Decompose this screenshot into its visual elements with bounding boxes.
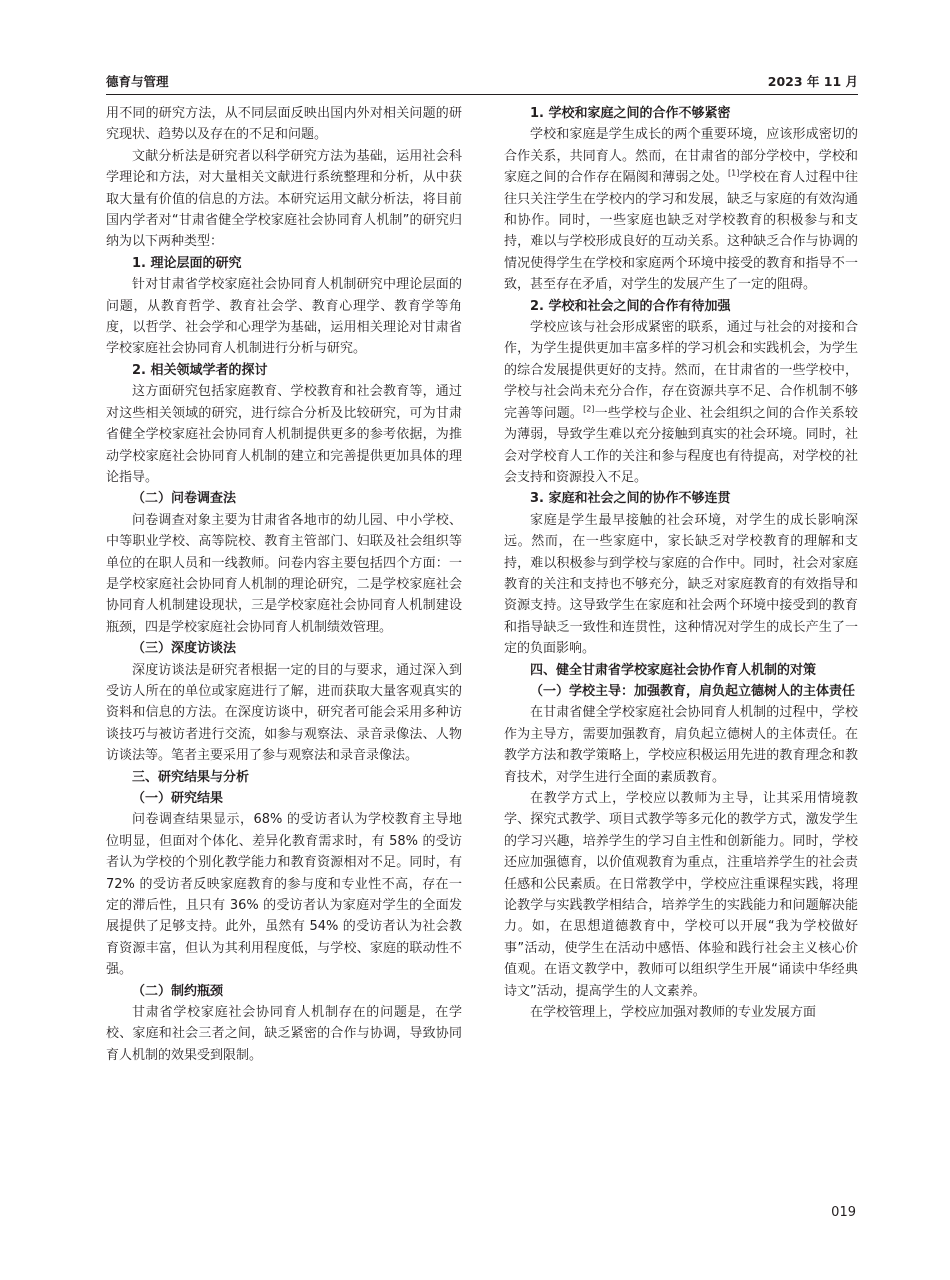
right-column — [504, 103, 858, 1023]
subheading: 2. 学校和社会之间的合作有待加强 — [530, 298, 731, 314]
citation-ref: [2] — [583, 404, 595, 414]
section-heading: （二）问卷调查法 — [132, 491, 237, 507]
paragraph: 用不同的研究方法，从不同层面反映出国内外对相关问题的研究现状、趋势以及存在的不足和问题。 — [106, 106, 462, 143]
running-header — [106, 72, 858, 92]
chapter-heading: 三、研究结果与分析 — [132, 769, 250, 785]
subheading: 2. 相关领域学者的探讨 — [132, 362, 268, 378]
paragraph — [504, 317, 858, 488]
paragraph-text: 学校在育人过程中往往只关注学生在学校内的学习和发展，缺乏与家庭的有效沟通和协作。同时，一些家庭也缺乏对学校教育的积极参与和支持，难以与学校形成良好的互动关系。这种缺乏合作与协调的情况使得学生在学校和家庭两个环境中接受的教育和指导不一致，甚至存在矛盾，对学生的发展产生了一定的阻碍。 — [504, 170, 858, 293]
subheading: 1. 理论层面的研究 — [132, 255, 242, 271]
paragraph: 文献分析法是研究者以科学研究方法为基础，运用社会科学理论和方法，对大量相关文献进行系统整理和分析，从中获取大量有价值的信息的方法。本研究运用文献分析法，将目前国内学者对“甘肃省健全学校家庭社会协同育人机制”的研究归纳为以下两种类型： — [106, 148, 462, 250]
section-heading: （二）制约瓶颈 — [132, 983, 224, 999]
chapter-heading: 四、健全甘肃省学校家庭社会协作育人机制的对策 — [530, 662, 817, 678]
paragraph: 在学校管理上，学校应加强对教师的专业发展方面 — [530, 1005, 817, 1021]
paragraph-text: 学校和家庭是学生成长的两个重要环境，应该形成密切的合作关系，共同育人。然而，在甘肃省的部分学校中，学校和家庭之间的合作存在隔阂和薄弱之处。 — [504, 127, 858, 186]
issue-date: 2023 年 11 月 — [767, 74, 858, 89]
left-column — [106, 103, 462, 1066]
paragraph: 问卷调查结果显示，68% 的受访者认为学校教育主导地位明显，但面对个体化、差异化教育需求时，有 58% 的受访者认为学校的个别化教学能力和教育资源相对不足。同时，有 72% 的受访者反映家庭教育的参与度和专业性不高，存在一定的滞后性，且只有 36% 的受访者认为家庭对学生的全面发展提供了足够支持。此外，虽然有 54% 的受访者认为社会教育资源丰富，但认为其利用程度低，与学校、家庭的联动性不强。 — [106, 812, 462, 978]
paragraph: 家庭是学生最早接触的社会环境，对学生的成长影响深远。然而，在一些家庭中，家长缺乏对学校教育的理解和支持，难以积极参与到学校与家庭的合作中。同时，社会对家庭教育的关注和支持也不够充分，缺乏对家庭教育的有效指导和资源支持。这导致学生在家庭和社会两个环境中接受到的教育和指导缺乏一致性和连贯性，这种情况对学生的成长产生了一定的负面影响。 — [504, 512, 858, 657]
section-heading: （三）深度访谈法 — [132, 641, 237, 657]
header-rule — [106, 94, 858, 95]
page-number: 019 — [831, 1205, 856, 1220]
paragraph-text: 学校应该与社会形成紧密的联系，通过与社会的对接和合作，为学生提供更加丰富多样的学习机会和实践机会，为学生的综合发展提供更好的支持。然而，在甘肃省的一些学校中，学校与社会尚未充分合作，存在资源共享不足、合作机制不够完善等问题。 — [504, 320, 858, 421]
paragraph-text: 一些学校与企业、社会组织之间的合作关系较为薄弱，导致学生难以充分接触到真实的社会环境。同时，社会对学校育人工作的关注和参与程度也有待提高，对学校的社会支持和资源投入不足。 — [504, 405, 858, 485]
section-heading: （一）学校主导：加强教育，肩负起立德树人的主体责任 — [530, 683, 856, 699]
journal-title: 德育与管理 — [106, 74, 169, 89]
subheading: 3. 家庭和社会之间的协作不够连贯 — [530, 491, 731, 507]
citation-ref: [1] — [728, 168, 740, 178]
paragraph: 这方面研究包括家庭教育、学校教育和社会教育等，通过对这些相关领域的研究，进行综合分析及比较研究，可为甘肃省健全学校家庭社会协同育人机制提供更多的参考依据，为推动学校家庭社会协同育人机制的建立和完善提供更加具体的理论指导。 — [106, 384, 462, 485]
subheading: 1. 学校和家庭之间的合作不够紧密 — [530, 106, 731, 121]
paragraph: 甘肃省学校家庭社会协同育人机制存在的问题是，在学校、家庭和社会三者之间，缺乏紧密的合作与协调，导致协同育人机制的效果受到限制。 — [106, 1005, 462, 1063]
paragraph: 在甘肃省健全学校家庭社会协同育人机制的过程中，学校作为主导方，需要加强教育，肩负起立德树人的主体责任。在教学方法和教学策略上，学校应积极运用先进的教育理念和教育技术，对学生进行全面的素质教育。 — [504, 705, 858, 785]
paragraph: 在教学方式上，学校应以教师为主导，让其采用情境教学、探究式教学、项目式教学等多元化的教学方式，激发学生的学习兴趣，培养学生的学习自主性和创新能力。同时，学校还应加强德育，以价值观教育为重点，注重培养学生的社会责任感和公民素质。在日常教学中，学校应注重课程实践，将理论教学与实践教学相结合，培养学生的实践能力和问题解决能力。如，在思想道德教育中，学校可以开展“我为学校做好事”活动，使学生在活动中感悟、体验和践行社会主义核心价值观。在语文教学中，教师可以组织学生开展“诵读中华经典诗文”活动，提高学生的人文素养。 — [504, 791, 858, 999]
paragraph: 针对甘肃省学校家庭社会协同育人机制研究中理论层面的问题，从教育哲学、教育社会学、教育心理学、教育学等角度，以哲学、社会学和心理学为基础，运用相关理论对甘肃省学校家庭社会协同育人机制进行分析与研究。 — [106, 277, 462, 357]
paragraph: 问卷调查对象主要为甘肃省各地市的幼儿园、中小学校、中等职业学校、高等院校、教育主管部门、妇联及社会组织等单位的在职人员和一线教师。问卷内容主要包括四个方面：一是学校家庭社会协同育人机制的理论研究，二是学校家庭社会协同育人机制建设现状，三是学校家庭社会协同育人机制建设瓶颈，四是学校家庭社会协同育人机制绩效管理。 — [106, 512, 462, 635]
paragraph — [504, 124, 858, 295]
paragraph: 深度访谈法是研究者根据一定的目的与要求，通过深入到受访人所在的单位或家庭进行了解，进而获取大量客观真实的资料和信息的方法。在深度访谈中，研究者可能会采用多种访谈技巧与被访者进行交流，如参与观察法、录音录像法、人物访谈法等。笔者主要采用了参与观察法和录音录像法。 — [106, 662, 462, 764]
section-heading: （一）研究结果 — [132, 791, 224, 806]
